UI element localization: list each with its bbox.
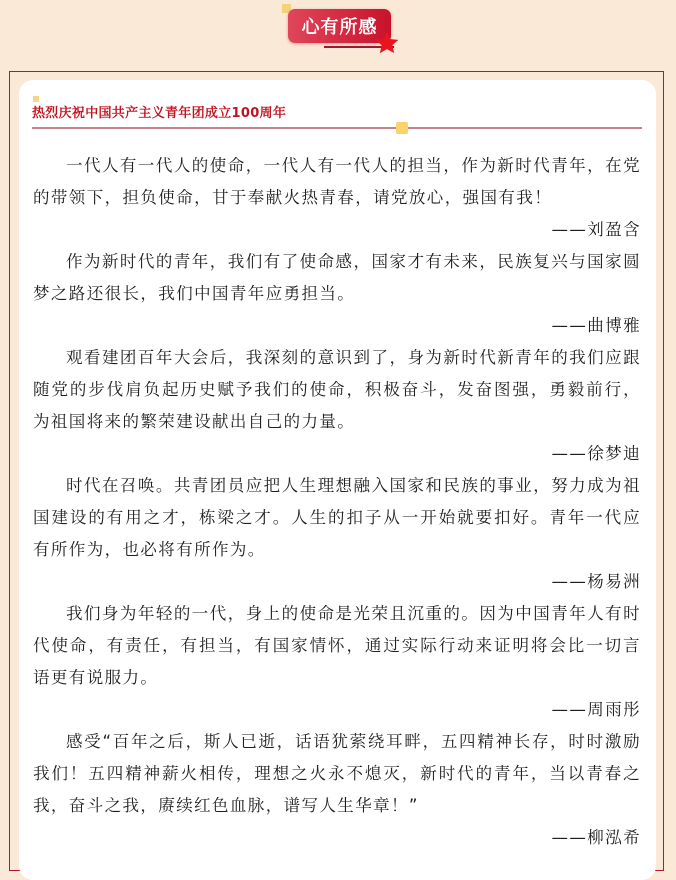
reflection-author: ——杨易洲 <box>551 572 641 591</box>
reflection-text: 一代人有一代人的使命，一代人有一代人的担当，作为新时代青年，在党的带领下，担负使命，甘于奉献火热青春，请党放心，强国有我！ <box>33 156 641 207</box>
reflection-text: 作为新时代的青年，我们有了使命感，国家才有未来，民族复兴与国家圆梦之路还很长，我们中国青年应勇担当。 <box>33 252 641 303</box>
badge-label: 心有所感 <box>301 17 378 38</box>
reflection-author: ——周雨彤 <box>551 700 641 719</box>
reflection-author: ——徐梦迪 <box>551 444 641 463</box>
reflection-author: ——柳泓希 <box>551 828 641 847</box>
reflections-list <box>33 150 641 854</box>
section-title: 热烈庆祝中国共产主义青年团成立100周年 <box>32 106 287 121</box>
section-badge <box>282 4 402 52</box>
section-divider <box>32 127 642 129</box>
reflection-text: 观看建团百年大会后，我深刻的意识到了，身为新时代新青年的我们应跟随党的步伐肩负起历史赋予我们的使命，积极奋斗，发奋图强，勇毅前行，为祖国将来的繁荣建设献出自己的力量。 <box>33 348 641 431</box>
divider-marker-icon <box>396 122 408 134</box>
red-star-icon <box>374 30 400 56</box>
reflection-text: 时代在召唤。共青团员应把人生理想融入国家和民族的事业，努力成为祖国建设的有用之才，栋梁之才。人生的扣子从一开始就要扣好。青年一代应有所作为，也必将有所作为。 <box>33 476 641 559</box>
reflection-author: ——曲博雅 <box>551 316 641 335</box>
reflection-text: 我们身为年轻的一代，身上的使命是光荣且沉重的。因为中国青年人有时代使命，有责任，有担当，有国家情怀，通过实际行动来证明将会比一切言语更有说服力。 <box>33 604 641 687</box>
reflection-text: 感受“百年之后，斯人已逝，话语犹萦绕耳畔，五四精神长存，时时激励我们！五四精神薪火相传，理想之火永不熄灭，新时代的青年，当以青春之我，奋斗之我，赓续红色血脉，谱写人生华章！” <box>33 732 641 815</box>
reflection-author: ——刘盈含 <box>551 220 641 239</box>
